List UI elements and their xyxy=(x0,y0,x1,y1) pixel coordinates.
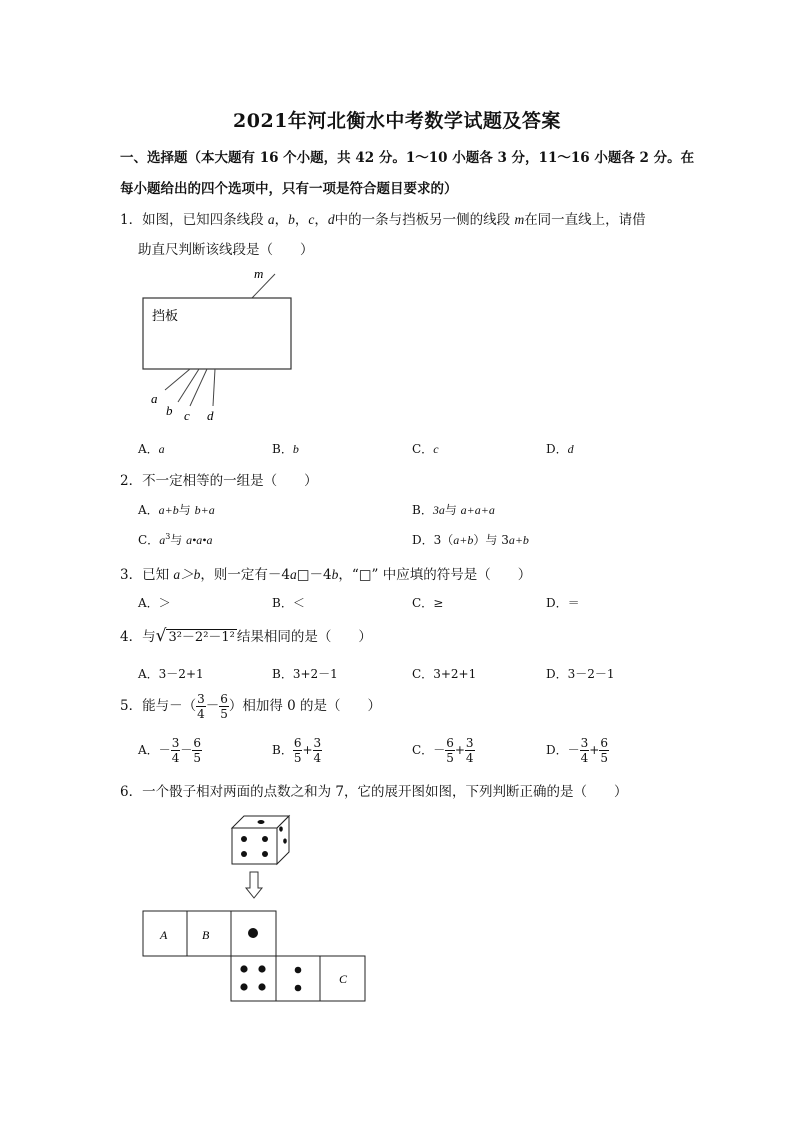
q1-option-d[interactable]: D．d xyxy=(546,442,574,456)
q2-option-b[interactable]: B．3a与 a+a+a xyxy=(412,503,495,517)
net-label-a: A xyxy=(160,928,168,942)
section-header-line1: 一、选择题（本大题有 16 个小题，共 42 分。1～10 小题各 3 分，11～16 小题各 2 分。在 xyxy=(120,150,695,166)
net-label-b: B xyxy=(202,928,210,942)
q3-stem: 3．已知 a＞b，则一定有－4a□－4b，“□” 中应填的符号是（ ） xyxy=(120,567,532,583)
segment-d-label: d xyxy=(207,408,214,423)
q2-option-c[interactable]: C．$a^3$与 a•a•a xyxy=(138,532,213,547)
net-label-c: C xyxy=(339,972,348,986)
segment-b-label: b xyxy=(166,403,173,418)
q3-option-a[interactable]: A．＞ xyxy=(138,596,171,610)
segment-c xyxy=(190,369,207,406)
q4-option-a[interactable]: A．3－2+1 xyxy=(138,667,204,681)
q1-option-a[interactable]: A．a xyxy=(138,442,165,456)
dice-net xyxy=(143,911,365,1001)
segment-a xyxy=(165,369,190,390)
q5-option-b[interactable]: B． $\frac{6}{5}$ + $\frac{3}{4}$ xyxy=(272,736,322,765)
q1-stem-line1: 1．如图，已知四条线段 a，b，c，d中的一条与挡板另一侧的线段 m在同一直线上，请借 xyxy=(120,212,646,228)
q5-stem: 5．能与－（ $\frac{3}{4}$ － $\frac{6}{5}$ ）相加得 0 的是（ ） xyxy=(120,692,382,721)
segment-m-label: m xyxy=(254,266,264,281)
q1-option-c[interactable]: C．c xyxy=(412,442,439,456)
segment-a-label: a xyxy=(151,391,158,406)
q3-option-c[interactable]: C．≥ xyxy=(412,596,444,610)
q4-stem: 4．与√ 3²－2²－1² 结果相同的是（ ） xyxy=(120,626,372,646)
q5-option-c[interactable]: C．－ $\frac{6}{5}$ + $\frac{3}{4}$ xyxy=(412,736,474,765)
q3-option-b[interactable]: B．＜ xyxy=(272,596,305,610)
q4-radicand: 3²－2²－1² xyxy=(168,630,235,645)
down-arrow-icon xyxy=(246,872,262,898)
q2-stem: 2．不一定相等的一组是（ ） xyxy=(120,473,318,489)
q6-stem: 6．一个骰子相对两面的点数之和为 7，它的展开图如图，下列判断正确的是（ ） xyxy=(120,784,628,800)
section-header-line2: 每小题给出的四个选项中，只有一项是符合题目要求的） xyxy=(120,181,458,197)
segment-c-label: c xyxy=(184,408,190,423)
q1-stem-line2: 助直尺判断该线段是（ ） xyxy=(138,242,314,258)
q6-dice-figure xyxy=(140,810,380,1010)
q1-figure xyxy=(135,260,315,430)
q3-option-d[interactable]: D．＝ xyxy=(546,596,580,610)
top-face-dot xyxy=(258,820,265,824)
q4-option-c[interactable]: C．3+2+1 xyxy=(412,667,477,681)
segment-d xyxy=(213,369,215,406)
page-title: 2021年河北衡水中考数学试题及答案 xyxy=(233,110,561,132)
q5-option-d[interactable]: D．－ $\frac{3}{4}$ + $\frac{6}{5}$ xyxy=(546,736,608,765)
q5-option-a[interactable]: A．－ $\frac{3}{4}$ － $\frac{6}{5}$ xyxy=(138,736,201,765)
segment-b xyxy=(178,369,199,402)
q2-option-a[interactable]: A．a+b与 b+a xyxy=(138,503,215,517)
q2-option-d[interactable]: D．3（a+b）与 3a+b xyxy=(412,533,529,547)
q4-option-b[interactable]: B．3+2－1 xyxy=(272,667,338,681)
q1-option-b[interactable]: B．b xyxy=(272,442,299,456)
q4-option-d[interactable]: D．3－2－1 xyxy=(546,667,615,681)
board-label: 挡板 xyxy=(152,308,179,323)
net-one-dot xyxy=(248,928,258,938)
